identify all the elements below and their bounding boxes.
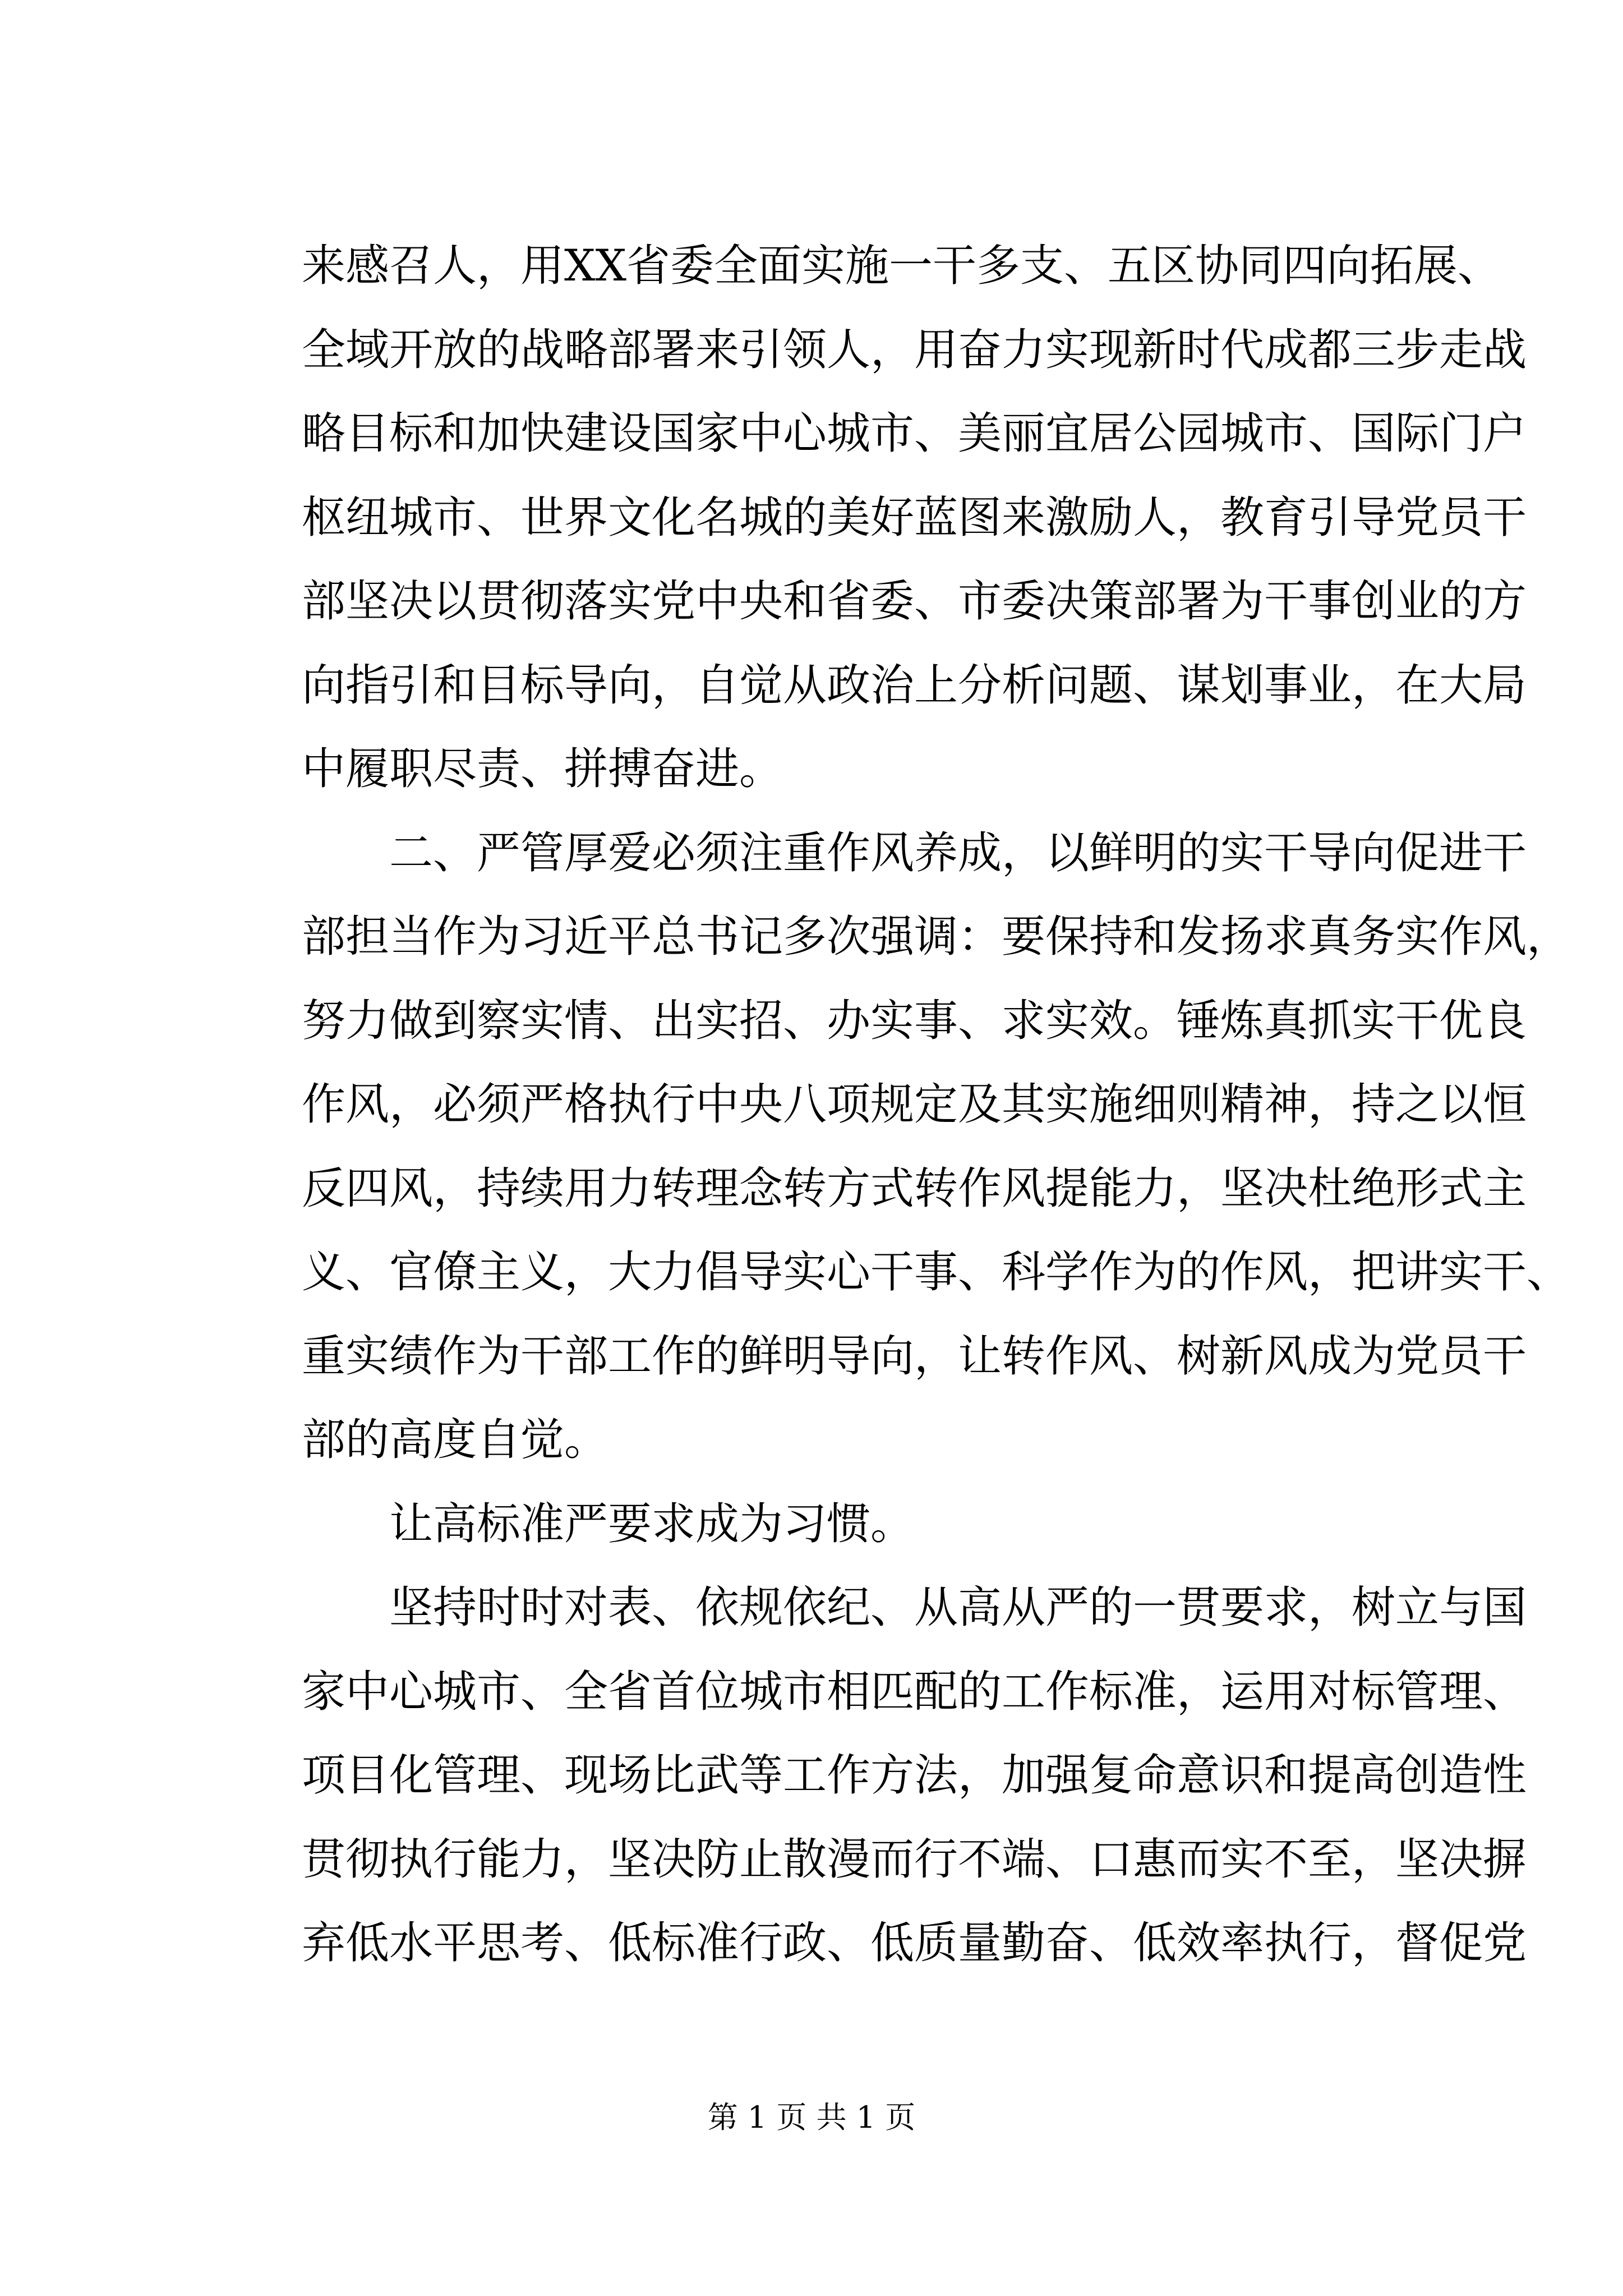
text-line: 坚持时时对表、依规依纪、从高从严的一贯要求，树立与国 xyxy=(389,1582,1527,1633)
text-line: 重实绩作为干部工作的鲜明导向，让转作风、树新风成为党员干 xyxy=(302,1331,1527,1382)
text-line: 家中心城市、全省首位城市相匹配的工作标准，运用对标管理、 xyxy=(302,1666,1527,1717)
text-line: 作风，必须严格执行中央八项规定及其实施细则精神，持之以恒 xyxy=(302,1079,1527,1130)
text-line: 项目化管理、现场比武等工作方法，加强复命意识和提高创造性 xyxy=(302,1750,1527,1801)
text-line: 义、官僚主义，大力倡导实心干事、科学作为的作风，把讲实干、 xyxy=(302,1247,1571,1297)
text-line: 来感召人，用XX省委全面实施一干多支、五区协同四向拓展、 xyxy=(302,241,1502,291)
text-line: 部坚决以贯彻落实党中央和省委、市委决策部署为干事创业的方 xyxy=(302,576,1527,627)
text-line: 努力做到察实情、出实招、办实事、求实效。锤炼真抓实干优良 xyxy=(302,995,1527,1046)
text-line: 部的高度自觉。 xyxy=(302,1415,608,1465)
text-line: 向指引和目标导向，自觉从政治上分析问题、谋划事业，在大局 xyxy=(302,660,1527,711)
text-line: 让高标准严要求成为习惯。 xyxy=(389,1498,915,1549)
page-footer xyxy=(0,2098,1623,2137)
text-line: 贯彻执行能力，坚决防止散漫而行不端、口惠而实不至，坚决摒 xyxy=(302,1834,1527,1885)
text-line: 反四风，持续用力转理念转方式转作风提能力，坚决杜绝形式主 xyxy=(302,1163,1527,1214)
body-text xyxy=(302,224,1571,1986)
text-line: 略目标和加快建设国家中心城市、美丽宜居公园城市、国际门户 xyxy=(302,408,1527,459)
text-line: 中履职尽责、拼搏奋进。 xyxy=(302,744,783,794)
text-line: 枢纽城市、世界文化名城的美好蓝图来激励人，教育引导党员干 xyxy=(302,492,1527,543)
text-line: 弃低水平思考、低标准行政、低质量勤奋、低效率执行，督促党 xyxy=(302,1918,1527,1968)
text-line: 全域开放的战略部署来引领人，用奋力实现新时代成都三步走战 xyxy=(302,324,1527,375)
page-number-label: 第 1 页 共 1 页 xyxy=(707,2100,916,2135)
text-line: 二、严管厚爱必须注重作风养成，以鲜明的实干导向促进干 xyxy=(389,827,1527,878)
text-line: 部担当作为习近平总书记多次强调：要保持和发扬求真务实作风， xyxy=(302,912,1571,962)
